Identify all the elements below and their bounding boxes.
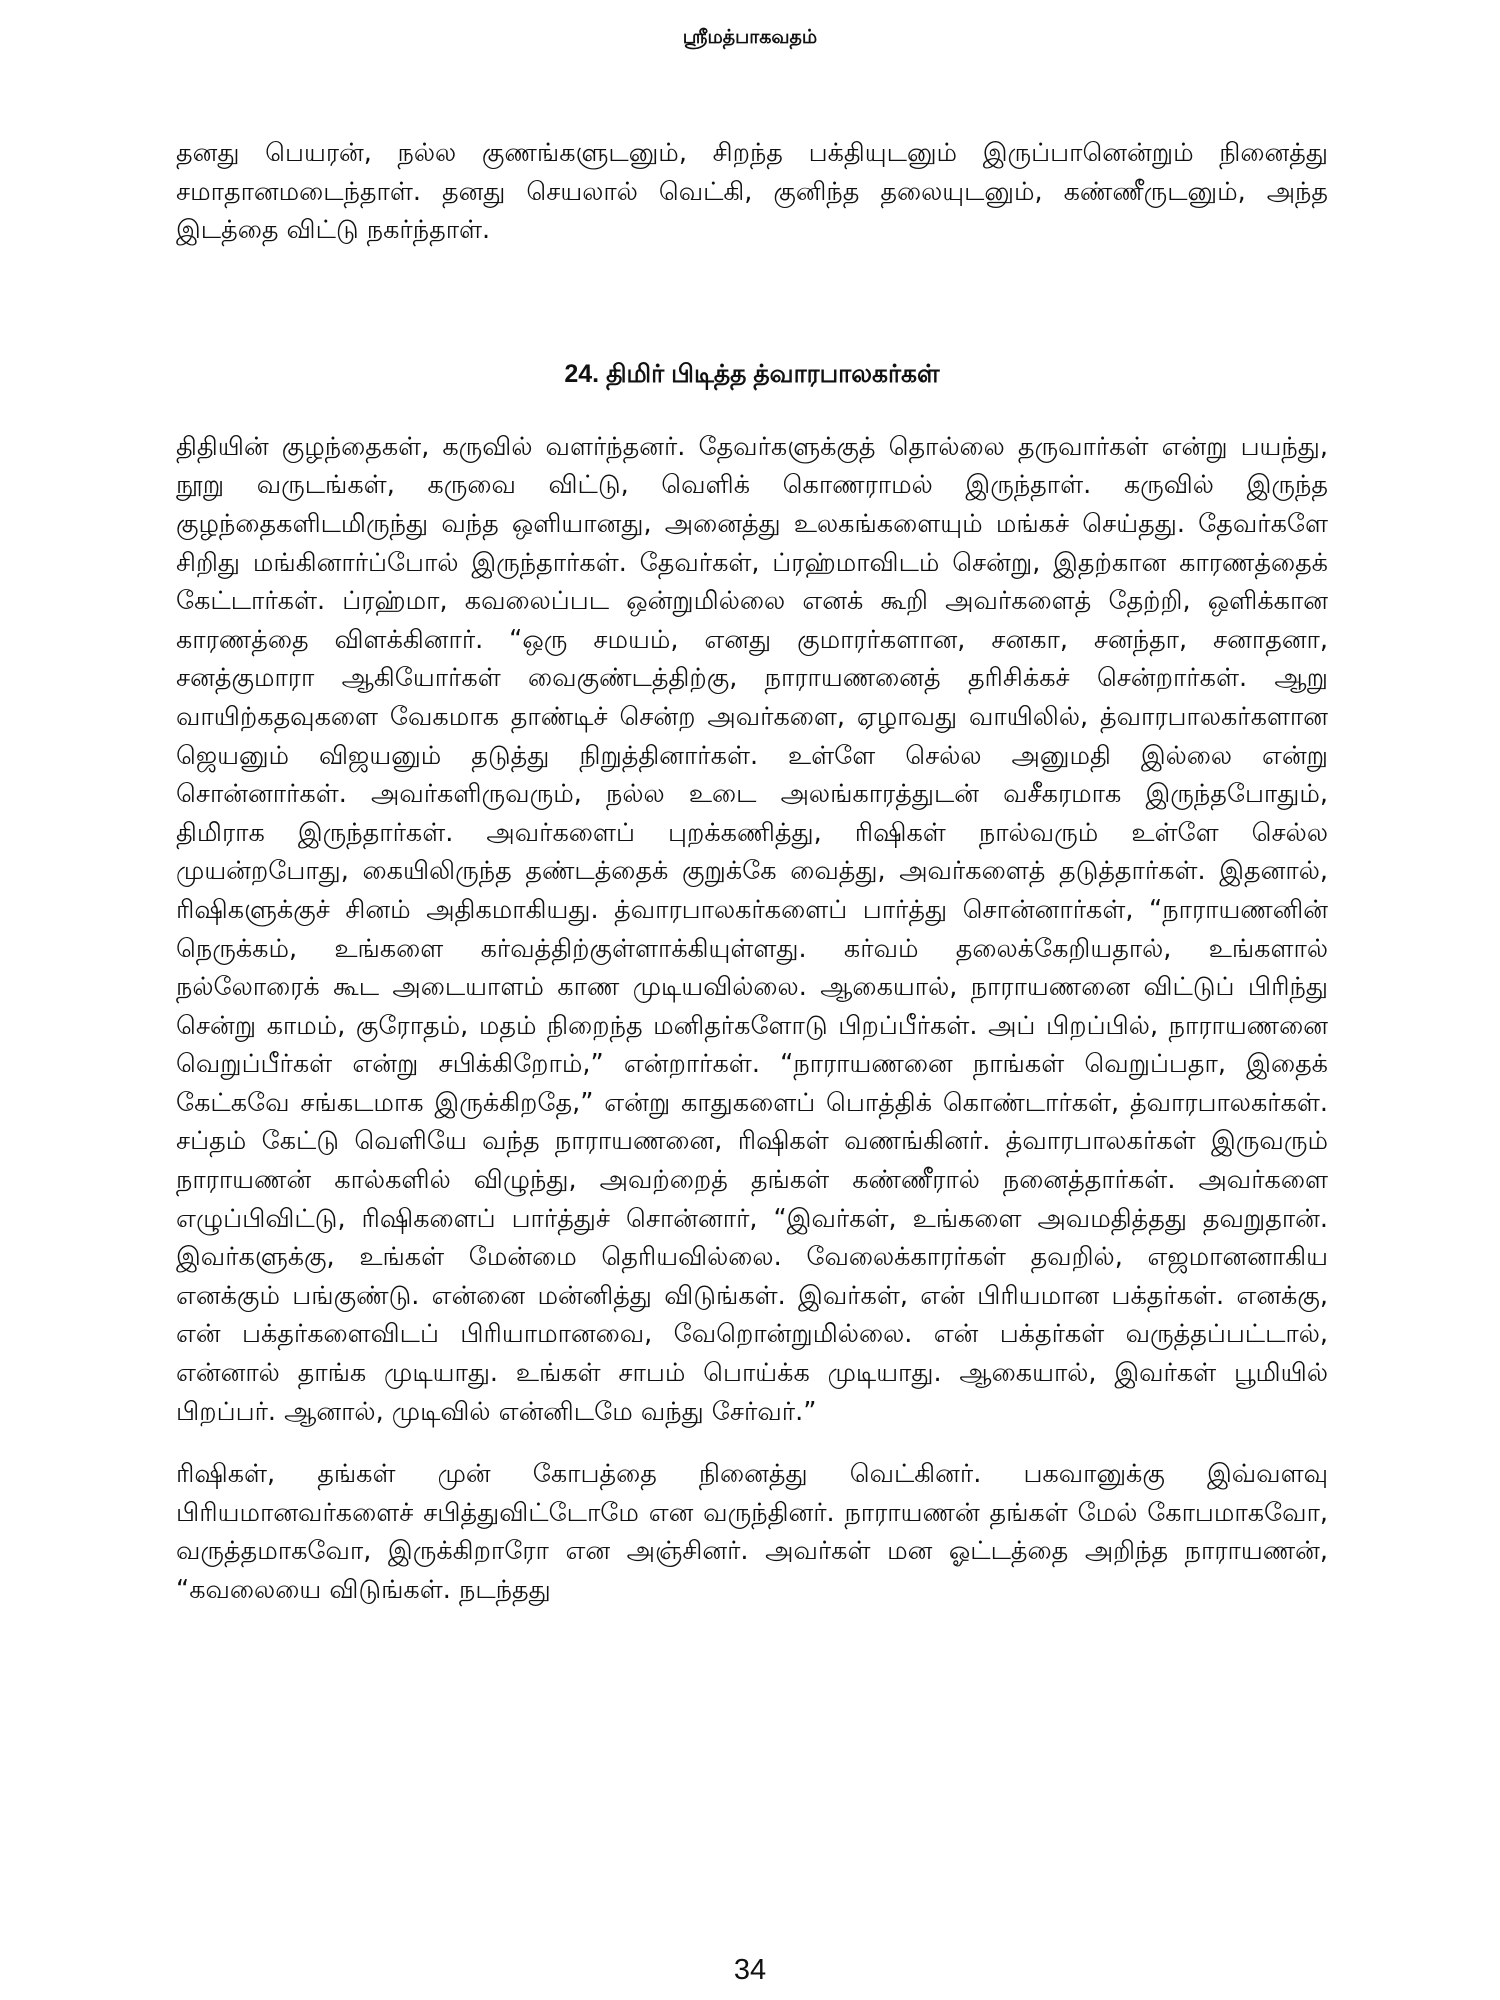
- paragraph-closing: ரிஷிகள், தங்கள் முன் கோபத்தை நினைத்து வெட்கினர். பகவானுக்கு இவ்வளவு பிரியமானவர்களைச் சபித்துவிட்டோமே என வருந்தினர். நாராயணன் தங்கள் மேல் கோபமாகவோ, வருத்தமாகவோ, இருக்கிறாரோ என அஞ்சினர். அவர்கள் மன ஓட்டத்தை அறிந்த நாராயணன், “கவலையை விடுங்கள். நடந்தது: [176, 1459, 1328, 1605]
- page-number: 34: [733, 1954, 767, 1986]
- running-head-title: ஸ்ரீமத்பாகவதம்: [682, 26, 818, 48]
- paragraph-continuation: தனது பெயரன், நல்ல குணங்களுடனும், சிறந்த பக்தியுடனும் இருப்பானென்றும் நினைத்து சமாதானமடைந்தாள். தனது செயலால் வெட்கி, குனிந்த தலையுடனும், கண்ணீருடனும், அந்த இடத்தை விட்டு நகர்ந்தாள்.: [176, 138, 1328, 246]
- page-body: [176, 134, 1328, 1610]
- section-heading: 24. திமிர் பிடித்த த்வாரபாலகர்கள்: [564, 359, 940, 388]
- paragraph-main: திதியின் குழந்தைகள், கருவில் வளர்ந்தனர். தேவர்களுக்குத் தொல்லை தருவார்கள் என்று பயந்து, நூறு வருடங்கள், கருவை விட்டு, வெளிக் கொணராமல் இருந்தாள். கருவில் இருந்த குழந்தைகளிடமிருந்து வந்த ஒளியானது, அனைத்து உலகங்களையும் மங்கச் செய்தது. தேவர்களே சிறிது மங்கினார்ப்போல் இருந்தார்கள். தேவர்கள், ப்ரஹ்மாவிடம் சென்று, இதற்கான காரணத்தைக் கேட்டார்கள். ப்ரஹ்மா, கவலைப்பட ஒன்றுமில்லை எனக் கூறி அவர்களைத் தேற்றி, ஒளிக்கான காரணத்தை விளக்கினார். “ஒரு சமயம், எனது குமாரர்களான, சனகா, சனந்தா, சனாதனா, சனத்குமாரா ஆகியோர்கள் வைகுண்டத்திற்கு, நாராயணனைத் தரிசிக்கச் சென்றார்கள். ஆறு வாயிற்கதவுகளை வேகமாக தாண்டிச் சென்ற அவர்களை, ஏழாவது வாயிலில், த்வாரபாலகர்களான ஜெயனும் விஜயனும் தடுத்து நிறுத்தினார்கள். உள்ளே செல்ல அனுமதி இல்லை என்று சொன்னார்கள். அவர்களிருவரும், நல்ல உடை அலங்காரத்துடன் வசீகரமாக இருந்தபோதும், திமிராக இருந்தார்கள். அவர்களைப் புறக்கணித்து, ரிஷிகள் நால்வரும் உள்ளே செல்ல முயன்றபோது, கையிலிருந்த தண்டத்தைக் குறுக்கே வைத்து, அவர்களைத் தடுத்தார்கள். இதனால், ரிஷிகளுக்குச் சினம் அதிகமாகியது. த்வாரபாலகர்களைப் பார்த்து சொன்னார்கள், “நாராயணனின் நெருக்கம், உங்களை கர்வத்திற்குள்ளாக்கியுள்ளது. கர்வம் தலைக்கேறியதால், உங்களால் நல்லோரைக் கூட அடையாளம் காண முடியவில்லை. ஆகையால், நாராயணனை விட்டுப் பிரிந்து சென்று காமம், குரோதம், மதம் நிறைந்த மனிதர்களோடு பிறப்பீர்கள். அப் பிறப்பில், நாராயணனை வெறுப்பீர்கள் என்று சபிக்கிறோம்,” என்றார்கள். “நாராயணனை நாங்கள் வெறுப்பதா, இதைக் கேட்கவே சங்கடமாக இருக்கிறதே,” என்று காதுகளைப் பொத்திக் கொண்டார்கள், த்வாரபாலகர்கள். சப்தம் கேட்டு வெளியே வந்த நாராயணனை, ரிஷிகள் வணங்கினர். த்வாரபாலகர்கள் இருவரும் நாராயணன் கால்களில் விழுந்து, அவற்றைத் தங்கள் கண்ணீரால் நனைத்தார்கள். அவர்களை எழுப்பிவிட்டு, ரிஷிகளைப் பார்த்துச் சொன்னார், “இவர்கள், உங்களை அவமதித்தது தவறுதான். இவர்களுக்கு, உங்கள் மேன்மை தெரியவில்லை. வேலைக்காரர்கள் தவறில், எஜமானனாகிய எனக்கும் பங்குண்டு. என்னை மன்னித்து விடுங்கள். இவர்கள், என் பிரியமான பக்தர்கள். எனக்கு, என் பக்தர்களைவிடப் பிரியாமானவை, வேறொன்றுமில்லை. என் பக்தர்கள் வருத்தப்பட்டால், என்னால் தாங்க முடியாது. உங்கள் சாபம் பொய்க்க முடியாது. ஆகையால், இவர்கள் பூமியில் பிறப்பர். ஆனால், முடிவில் என்னிடமே வந்து சேர்வர்.”: [176, 431, 1328, 1427]
